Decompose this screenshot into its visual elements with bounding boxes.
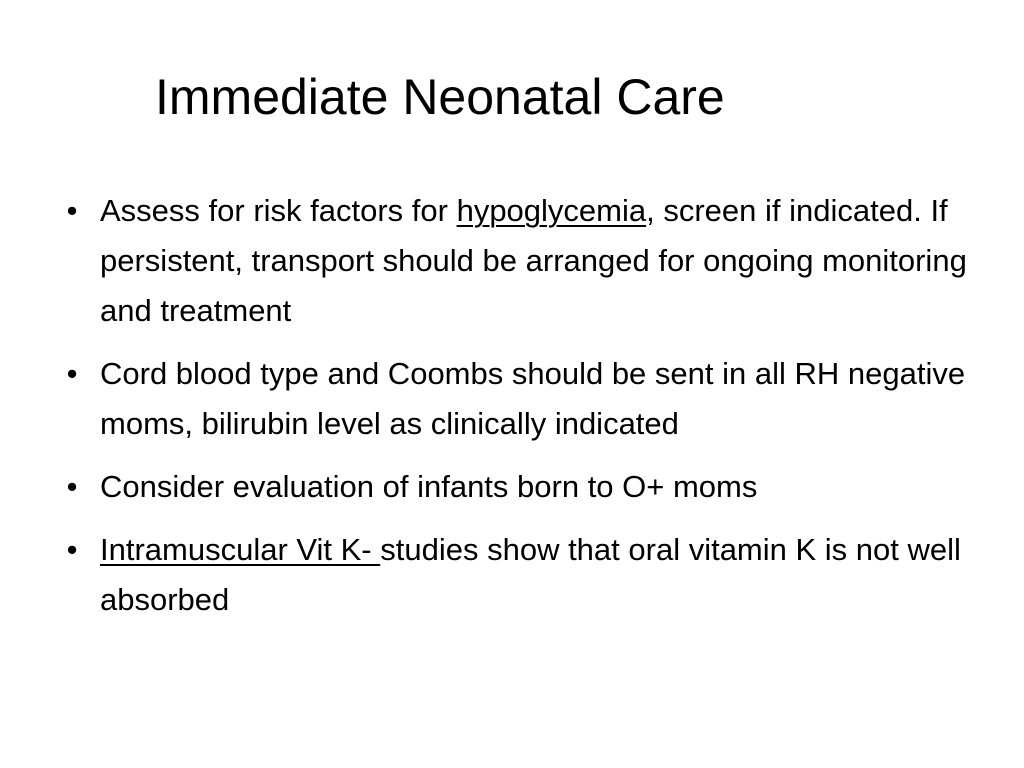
bullet-dot-icon: • <box>66 532 78 567</box>
bullet-text: , screen if indicated. If persistent, transport should be arranged for ongoing monitoring and treatment <box>100 193 967 328</box>
bullet-text: Assess for risk factors for <box>100 193 457 228</box>
bullet-dot-icon: • <box>66 469 78 504</box>
bullet-item-cord-blood <box>60 349 990 449</box>
bullet-text: Consider evaluation of infants born to O+ moms <box>100 469 758 504</box>
slide-title: Immediate Neonatal Care <box>155 69 725 125</box>
bullet-list <box>60 186 990 638</box>
bullet-item-hypoglycemia <box>60 186 990 336</box>
bullet-dot-icon: • <box>66 193 78 228</box>
underlined-term: Intramuscular Vit K- <box>100 532 381 567</box>
bullet-dot-icon: • <box>66 356 78 391</box>
bullet-text: Cord blood type and Coombs should be sent in all RH negative moms, bilirubin level as clinically indicated <box>100 356 966 441</box>
bullet-item-o-positive <box>60 462 990 512</box>
bullet-item-vitamin-k <box>60 525 990 625</box>
bullet-text: studies show that oral vitamin K is not well absorbed <box>100 532 961 617</box>
underlined-term: hypoglycemia <box>456 193 647 228</box>
